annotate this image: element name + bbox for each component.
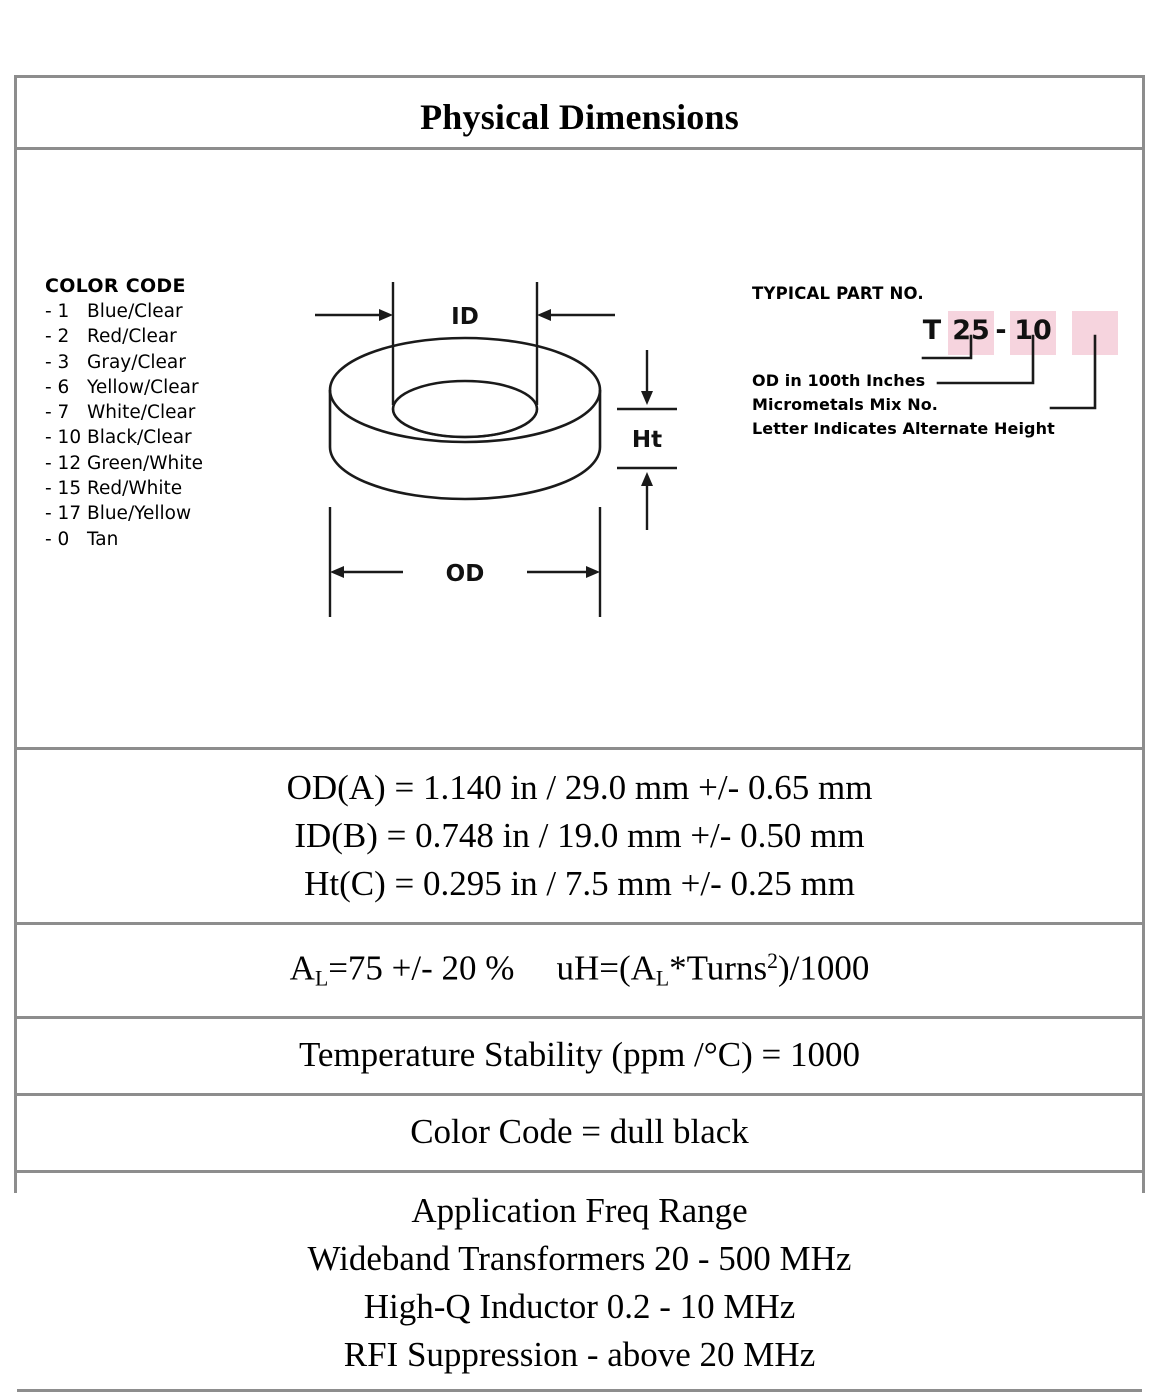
color-code-number: - 2 (45, 326, 70, 348)
od-label: OD (445, 561, 485, 587)
spec-sheet-frame (14, 75, 1145, 1375)
color-code-value-text: Color Code = dull black (410, 1112, 749, 1152)
color-code-number: - 15 (45, 478, 82, 500)
od-arrowhead-left (330, 566, 344, 578)
color-code-color: Yellow/Clear (87, 376, 199, 398)
part-number-legend-od: OD in 100th Inches (752, 371, 926, 390)
application-line-rfi: RFI Suppression - above 20 MHz (343, 1335, 816, 1375)
toroid-dimension-diagram (305, 272, 705, 622)
uh-formula-suffix: )/1000 (777, 948, 870, 988)
color-code-item (45, 476, 203, 501)
color-code-color: White/Clear (87, 402, 196, 424)
ht-arrowhead-bottom (641, 472, 653, 486)
id-arrowhead-right (537, 309, 551, 321)
od-arrowhead-right (586, 566, 600, 578)
color-code-item (45, 324, 203, 349)
color-code-number: - 6 (45, 376, 70, 398)
color-code-item (45, 425, 203, 450)
color-code-color: Red/White (87, 478, 183, 500)
part-number-legend-height: Letter Indicates Alternate Height (752, 419, 1055, 438)
uh-formula-superscript: 2 (767, 949, 778, 973)
al-subscript: L (314, 966, 329, 991)
part-number-od-digits: 25 (952, 315, 990, 346)
color-code-item (45, 299, 203, 324)
part-number-highlight-letter (1072, 311, 1118, 355)
color-code-number: - 0 (45, 528, 70, 550)
application-heading: Application Freq Range (411, 1191, 748, 1231)
color-code-item (45, 375, 203, 400)
color-code-color: Gray/Clear (87, 351, 186, 373)
ht-label: Ht (631, 427, 663, 453)
color-code-color: Red/Clear (87, 326, 177, 348)
part-number-legend (752, 369, 1112, 441)
al-formula-line (17, 938, 1142, 1001)
ht-arrowhead-top (641, 391, 653, 405)
application-line-highq: High-Q Inductor 0.2 - 10 MHz (363, 1287, 796, 1327)
color-code-item (45, 350, 203, 375)
dimensions-row (17, 750, 1142, 925)
part-number-code (752, 311, 1112, 359)
dimension-od: OD(A) = 1.140 in / 29.0 mm +/- 0.65 mm (286, 768, 873, 807)
temperature-stability-text: Temperature Stability (ppm /°C) = 1000 (298, 1035, 861, 1075)
color-code-number: - 7 (45, 402, 70, 424)
color-code-color: Green/White (87, 452, 204, 474)
page-title: Physical Dimensions (420, 97, 739, 137)
al-value: =75 +/- 20 % (328, 948, 515, 988)
color-code-color: Black/Clear (87, 427, 192, 449)
color-code-number: - 12 (45, 452, 82, 474)
part-number-block (752, 284, 1112, 441)
part-number-legend-mix: Micrometals Mix No. (752, 395, 938, 414)
uh-formula-mid: *Turns (669, 948, 768, 988)
id-arrowhead-left (379, 309, 393, 321)
color-code-row (17, 1096, 1142, 1173)
part-number-dash: - (995, 315, 1007, 346)
toroid-outer-top-ellipse (330, 338, 600, 442)
dimension-ht: Ht(C) = 0.295 in / 7.5 mm +/- 0.25 mm (304, 864, 855, 903)
color-code-item (45, 527, 203, 552)
color-code-heading: COLOR CODE (45, 275, 186, 297)
part-number-heading: TYPICAL PART NO. (752, 284, 924, 303)
color-code-color: Blue/Clear (87, 301, 183, 322)
figure-row (17, 150, 1142, 750)
color-code-color: Tan (87, 528, 119, 550)
dimension-id: ID(B) = 0.748 in / 19.0 mm +/- 0.50 mm (294, 816, 865, 855)
toroid-inner-side (393, 409, 537, 437)
color-code-color: Blue/Yellow (87, 503, 192, 525)
title-row (17, 78, 1142, 150)
color-code-item (45, 501, 203, 526)
part-number-prefix: T (922, 315, 942, 346)
uh-formula-prefix: uH=(A (556, 948, 656, 988)
color-code-number: - 17 (45, 503, 82, 525)
part-number-mix-digits: 10 (1014, 315, 1052, 346)
al-symbol: A (289, 948, 315, 988)
color-code-block (45, 275, 203, 552)
al-value-row (17, 925, 1142, 1019)
uh-formula-subscript: L (655, 966, 670, 991)
color-code-item (45, 451, 203, 476)
toroid-outer-side (330, 390, 600, 499)
color-code-number: - 10 (45, 427, 82, 449)
application-line-wideband: Wideband Transformers 20 - 500 MHz (307, 1239, 852, 1279)
application-freq-row (17, 1173, 1142, 1392)
temperature-stability-row (17, 1019, 1142, 1096)
color-code-number: - 3 (45, 351, 70, 373)
color-code-number: - 1 (45, 301, 70, 322)
id-label: ID (451, 304, 479, 330)
color-code-item (45, 400, 203, 425)
